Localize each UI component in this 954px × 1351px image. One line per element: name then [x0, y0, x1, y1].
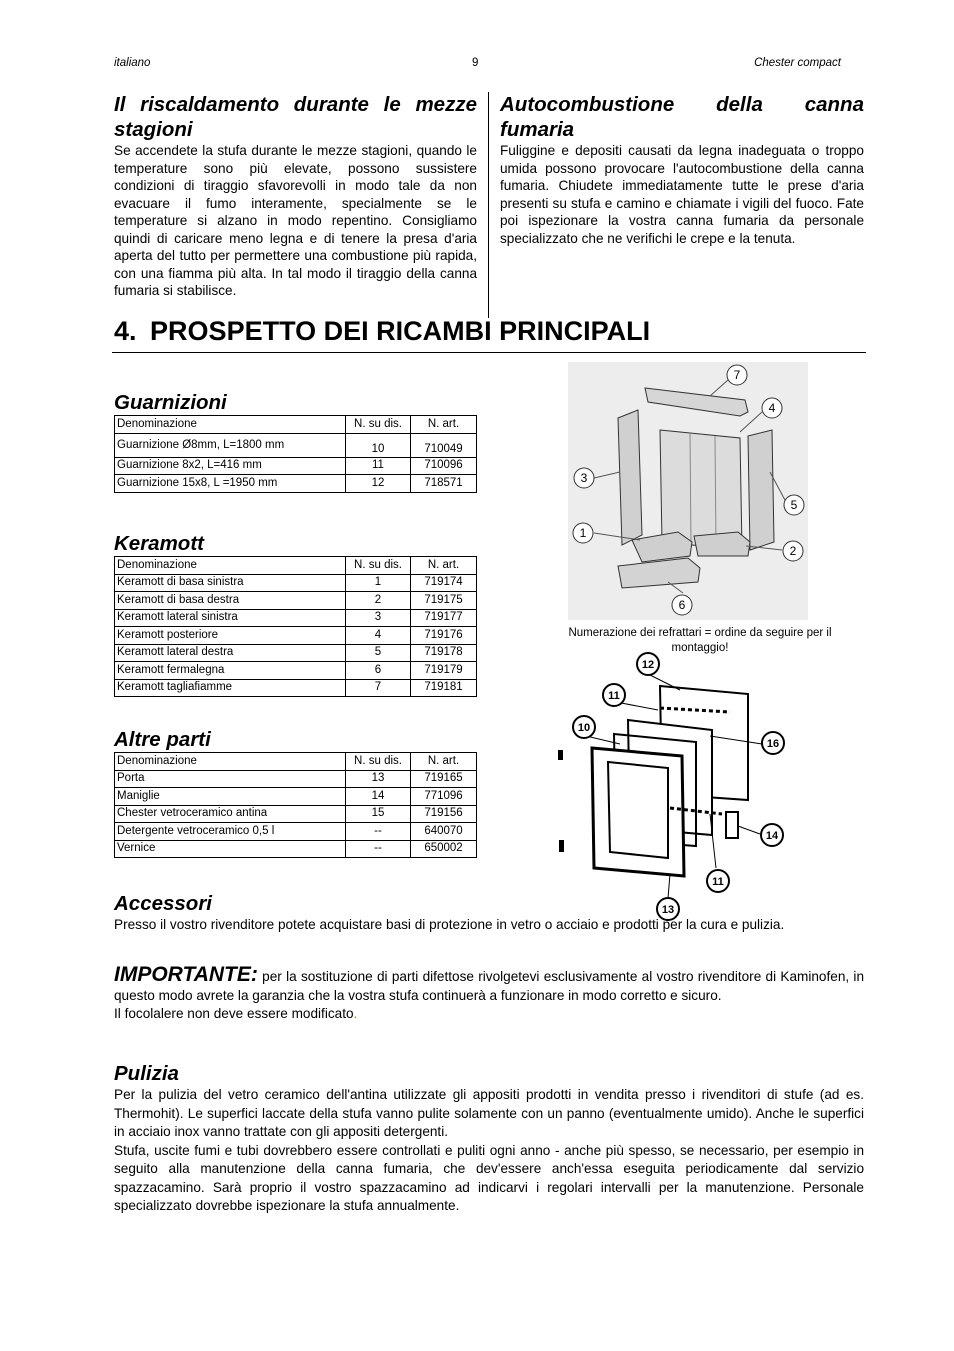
cell-n-art: 710096: [411, 457, 477, 475]
header-product: Chester compact: [754, 57, 841, 69]
altre-parti-table: [114, 752, 477, 858]
cell-n-su-dis: 12: [346, 475, 411, 493]
callout-10: 10: [577, 722, 591, 734]
header-denominazione: Denominazione: [115, 416, 346, 434]
importante-paragraph: [114, 963, 865, 1005]
section-title: PROSPETTO DEI RICAMBI PRINCIPALI: [150, 316, 651, 346]
importante-section: [114, 963, 865, 1024]
hinge-bottom: [559, 840, 564, 852]
door-window-shape: [608, 762, 668, 858]
header-n-su-dis: N. su dis.: [346, 557, 411, 575]
table-row: [115, 627, 477, 645]
header-n-art: N. art.: [411, 416, 477, 434]
cell-denominazione: Detergente vetroceramico 0,5 l: [115, 823, 346, 841]
right-column-title-line2: fumaria: [500, 118, 575, 141]
header-n-su-dis: N. su dis.: [346, 416, 411, 434]
accessori-title: Accessori: [114, 892, 213, 915]
cell-denominazione: Keramott posteriore: [115, 627, 346, 645]
table-row: [115, 805, 477, 823]
table-row: [115, 644, 477, 662]
cell-denominazione: Keramott lateral sinistra: [115, 609, 346, 627]
right-column-body: Fuliggine e depositi causati da legna inadeguata o troppo umida possono provocare l'autocombustione della canna fumaria. Chiudete immediatamente tutte le prese d'aria presenti su stufa e camino e chiamate i vigili del fuoco. Fate poi ispezionare la vostra canna fumaria da personale specializzato che ne verifichi le crepe e la tenuta.: [500, 143, 864, 246]
header-n-su-dis: N. su dis.: [346, 753, 411, 771]
page-number: 9: [472, 57, 479, 69]
cell-denominazione: Keramott fermalegna: [115, 662, 346, 680]
figure-caption: Numerazione dei refrattari = ordine da seguire per il montaggio!: [568, 627, 832, 654]
callout-11-top: 11: [608, 690, 620, 702]
part-4-shape: [660, 430, 742, 550]
table-row: [115, 788, 477, 806]
importante-note-end: .: [353, 1006, 358, 1021]
guarnizioni-section: [114, 390, 477, 493]
cell-denominazione: Guarnizione 8x2, L=416 mm: [115, 457, 346, 475]
table-header-row: [115, 416, 477, 434]
guarnizioni-title: Guarnizioni: [114, 391, 227, 414]
part-14-shape: [726, 812, 738, 838]
cell-n-su-dis: 6: [346, 662, 411, 680]
section-heading: [114, 316, 650, 347]
header-denominazione: Denominazione: [115, 753, 346, 771]
cell-n-su-dis: 1: [346, 574, 411, 592]
leader-line: [738, 826, 760, 834]
header-n-art: N. art.: [411, 557, 477, 575]
column-divider: [488, 92, 489, 318]
cell-n-su-dis: 3: [346, 609, 411, 627]
keramott-title: Keramott: [114, 532, 204, 555]
table-row: [115, 679, 477, 697]
cell-n-art: 650002: [411, 840, 477, 858]
guarnizioni-table: [114, 415, 477, 493]
part-2-shape: [694, 532, 750, 556]
cell-n-art: 719174: [411, 574, 477, 592]
cell-n-su-dis: 4: [346, 627, 411, 645]
cell-n-art: 719178: [411, 644, 477, 662]
cell-denominazione: Chester vetroceramico antina: [115, 805, 346, 823]
callout-6: 6: [678, 598, 686, 612]
section-number: 4.: [114, 316, 137, 346]
altre-parti-title: Altre parti: [114, 728, 211, 751]
cell-n-art: 718571: [411, 475, 477, 493]
accessori-section: [114, 891, 864, 935]
cell-n-su-dis: 11: [346, 457, 411, 475]
cell-denominazione: Porta: [115, 770, 346, 788]
cell-denominazione: Keramott di basa sinistra: [115, 574, 346, 592]
callout-11-bottom: 11: [712, 876, 724, 888]
callout-14: 14: [765, 830, 779, 842]
cell-n-art: 719181: [411, 679, 477, 697]
cell-n-su-dis: 14: [346, 788, 411, 806]
table-row: [115, 662, 477, 680]
table-row: [115, 770, 477, 788]
callout-2: 2: [789, 544, 797, 558]
table-row: [115, 592, 477, 610]
keramott-table: [114, 556, 477, 697]
callout-13: 13: [661, 904, 675, 916]
callout-7: 7: [733, 368, 741, 382]
cell-n-art: 719175: [411, 592, 477, 610]
table-row: [115, 609, 477, 627]
section-rule: [112, 352, 866, 353]
left-column: [114, 92, 477, 300]
cell-n-su-dis: 13: [346, 770, 411, 788]
pulizia-section: [114, 1061, 864, 1216]
importante-body: per la sostituzione di parti difettose rivolgetevi esclusivamente al vostro rivenditore di Kaminofen, in questo modo avrete la garanzia che la vostra stufa continuerà a funzionare in modo corretto e sicuro.: [114, 969, 865, 1003]
cell-denominazione: Keramott tagliafiamme: [115, 679, 346, 697]
left-column-title: Il riscaldamento durante le mezze stagioni: [114, 93, 477, 141]
keramott-section: [114, 531, 477, 697]
importante-note: Il focolalere non deve essere modificato: [114, 1006, 354, 1021]
pulizia-body-2: Stufa, uscite fumi e tubi dovrebbero essere controllati e puliti ogni anno - anche più spesso, se necessario, per esempio in seguito alla manutenzione della canna fumaria, che dev'essere anch'essa eseguita periodicamente dal servizio spazzacamino. Sarà proprio il vostro spazzacamino ad indicarvi i regolari intervalli per la manutenzione. Personale specializzato dovrebbe ispezionare la stufa annualmente.: [114, 1142, 864, 1213]
header-n-art: N. art.: [411, 753, 477, 771]
pulizia-body-1: Per la pulizia del vetro ceramico dell'antina utilizzate gli appositi prodotti in vendita presso i rivenditori di stufe (ad es. Thermohit). Le superfici laccate della stufa vanno pulite solamente con un panno (eventualmente umido). Anche le superfici in acciaio inox vanno trattate con gli appositi detergenti.: [114, 1087, 864, 1139]
refractory-exploded-diagram: [560, 360, 810, 622]
cell-denominazione: Guarnizione 15x8, L =1950 mm: [115, 475, 346, 493]
cell-n-su-dis: 5: [346, 644, 411, 662]
header-denominazione: Denominazione: [115, 557, 346, 575]
part-5-shape: [748, 430, 774, 550]
table-header-row: [115, 557, 477, 575]
table-row: [115, 574, 477, 592]
pulizia-title: Pulizia: [114, 1062, 179, 1085]
cell-n-su-dis: 7: [346, 679, 411, 697]
hinge-top: [558, 750, 563, 760]
door-exploded-diagram: [550, 650, 800, 925]
callout-5: 5: [790, 498, 798, 512]
callout-4: 4: [768, 401, 776, 415]
cell-n-art: 719179: [411, 662, 477, 680]
cell-n-su-dis: --: [346, 840, 411, 858]
right-column: [500, 92, 864, 247]
cell-n-su-dis: --: [346, 823, 411, 841]
table-row: [115, 823, 477, 841]
header-language: italiano: [114, 57, 151, 69]
table-row: [115, 433, 477, 457]
cell-n-art: 719177: [411, 609, 477, 627]
table-header-row: [115, 753, 477, 771]
altre-parti-section: [114, 727, 477, 858]
cell-n-su-dis: 10: [346, 433, 411, 457]
callout-12: 12: [641, 659, 655, 671]
table-row: [115, 457, 477, 475]
cell-n-art: 719156: [411, 805, 477, 823]
right-column-title-line1: Autocombustione della canna: [500, 93, 864, 116]
cell-denominazione: Keramott di basa destra: [115, 592, 346, 610]
callout-3: 3: [580, 471, 588, 485]
accessori-body: Presso il vostro rivenditore potete acquistare basi di protezione in vetro o acciaio e prodotti per la cura e pulizia.: [114, 917, 785, 932]
cell-denominazione: Vernice: [115, 840, 346, 858]
cell-n-su-dis: 15: [346, 805, 411, 823]
cell-denominazione: Keramott lateral destra: [115, 644, 346, 662]
table-row: [115, 840, 477, 858]
part-3-shape: [618, 410, 642, 545]
cell-denominazione: Guarnizione Ø8mm, L=1800 mm: [115, 433, 346, 457]
left-column-body: Se accendete la stufa durante le mezze stagioni, quando le temperature sono più elevate, possono sussistere condizioni di tiraggio sfavorevolli in modo tale da non evacuare il fumo interamente, specialmente se le temperature si alzano in modo repentino. Consigliamo quindi di caricare meno legna e di tenere la presa d'aria aperta del tutto per permettere una combustione più rapida, con una fiamma più alta. In tal modo il tiraggio della canna fumaria si stabilisce.: [114, 143, 477, 298]
callout-1: 1: [579, 526, 587, 540]
callout-16: 16: [766, 738, 780, 750]
cell-n-art: 771096: [411, 788, 477, 806]
cell-n-art: 719165: [411, 770, 477, 788]
cell-denominazione: Maniglie: [115, 788, 346, 806]
importante-title: IMPORTANTE:: [114, 963, 258, 986]
table-row: [115, 475, 477, 493]
cell-n-art: 710049: [411, 433, 477, 457]
cell-n-art: 719176: [411, 627, 477, 645]
cell-n-art: 640070: [411, 823, 477, 841]
importante-note-line: [114, 1005, 864, 1024]
cell-n-su-dis: 2: [346, 592, 411, 610]
